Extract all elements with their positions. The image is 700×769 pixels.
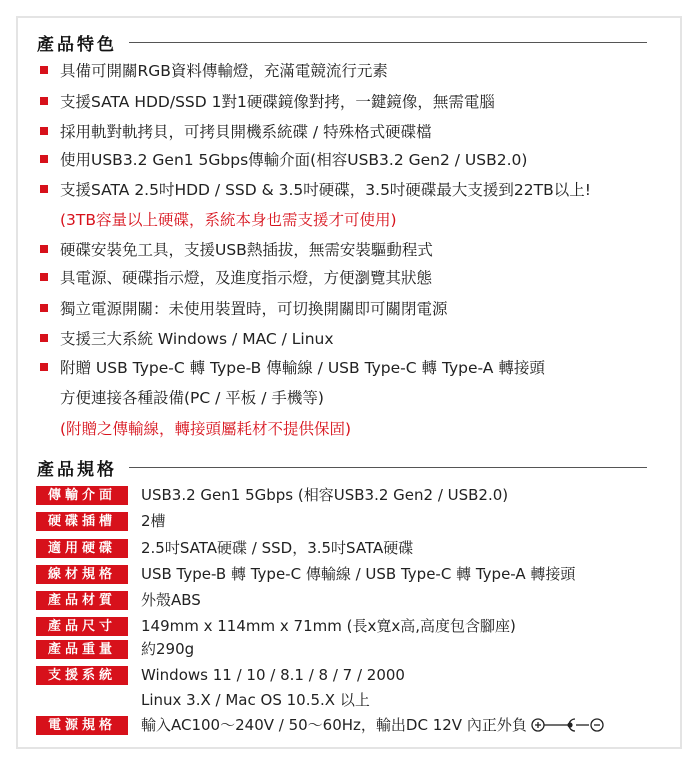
features-header xyxy=(37,30,647,54)
spec-label: 硬碟插槽 xyxy=(36,512,128,531)
spec-value: 外殼ABS xyxy=(141,591,201,609)
spec-label: 電源規格 xyxy=(36,716,128,735)
square-bullet-icon xyxy=(40,363,48,371)
square-bullet-icon xyxy=(40,155,48,163)
feature-item: 支援SATA HDD/SSD 1對1硬碟鏡像對拷，一鍵鏡像，無需電腦 xyxy=(40,92,660,112)
spec-label: 傳輸介面 xyxy=(36,486,128,505)
feature-item: 支援SATA 2.5吋HDD / SSD & 3.5吋硬碟，3.5吋硬碟最大支援到22TB以上! xyxy=(40,180,660,200)
storage-note: (3TB容量以上硬碟，系統本身也需支援才可使用) xyxy=(60,211,397,229)
feature-item: 支援三大系統 Windows / MAC / Linux xyxy=(40,329,660,349)
features-title: 產品特色 xyxy=(37,34,117,55)
feature-item: 具備可開關RGB資料傳輸燈，充滿電競流行元素 xyxy=(40,61,660,81)
feature-item: 獨立電源開關：未使用裝置時，可切換開關即可關閉電源 xyxy=(40,299,660,319)
center-positive-polarity-icon xyxy=(531,717,609,738)
square-bullet-icon xyxy=(40,66,48,74)
spec-label: 適用硬碟 xyxy=(36,539,128,558)
spec-label: 產品材質 xyxy=(36,591,128,610)
feature-item: 附贈 USB Type-C 轉 Type-B 傳輸線 / USB Type-C 轉 Type-A 轉接頭 xyxy=(40,358,660,378)
feature-item: 具電源、硬碟指示燈，及進度指示燈，方便瀏覽其狀態 xyxy=(40,268,660,288)
feature-item: 硬碟安裝免工具，支援USB熱插拔，無需安裝驅動程式 xyxy=(40,240,660,260)
square-bullet-icon xyxy=(40,97,48,105)
spec-value: 2槽 xyxy=(141,512,166,530)
warranty-note: (附贈之傳輸線，轉接頭屬耗材不提供保固) xyxy=(60,420,352,438)
specs-header xyxy=(37,455,647,479)
spec-value-continued: Linux 3.X / Mac OS 10.5.X 以上 xyxy=(141,691,370,709)
spec-value: 149mm x 114mm x 71mm (長x寬x高,高度包含腳座) xyxy=(141,617,516,635)
square-bullet-icon xyxy=(40,334,48,342)
square-bullet-icon xyxy=(40,127,48,135)
spec-label: 支援系統 xyxy=(36,666,128,685)
device-line: 方便連接各種設備(PC / 平板 / 手機等) xyxy=(60,389,324,407)
spec-value: Windows 11 / 10 / 8.1 / 8 / 7 / 2000 xyxy=(141,666,405,684)
feature-item: 採用軌對軌拷貝，可拷貝開機系統碟 / 特殊格式硬碟檔 xyxy=(40,122,660,142)
spec-label: 產品重量 xyxy=(36,640,128,659)
spec-value: 約290g xyxy=(141,640,195,658)
spec-value: 2.5吋SATA硬碟 / SSD，3.5吋SATA硬碟 xyxy=(141,539,414,557)
spec-label: 線材規格 xyxy=(36,565,128,584)
spec-value: 輸入AC100～240V / 50～60Hz，輸出DC 12V 內正外負 xyxy=(141,716,609,738)
specs-title: 產品規格 xyxy=(37,459,117,480)
spec-label: 產品尺寸 xyxy=(36,617,128,636)
header-divider xyxy=(129,467,647,468)
square-bullet-icon xyxy=(40,273,48,281)
feature-item: 使用USB3.2 Gen1 5Gbps傳輸介面(相容USB3.2 Gen2 / USB2.0) xyxy=(40,150,660,170)
square-bullet-icon xyxy=(40,185,48,193)
header-divider xyxy=(129,42,647,43)
square-bullet-icon xyxy=(40,245,48,253)
spec-value: USB Type-B 轉 Type-C 傳輸線 / USB Type-C 轉 Type-A 轉接頭 xyxy=(141,565,576,583)
square-bullet-icon xyxy=(40,304,48,312)
spec-value: USB3.2 Gen1 5Gbps (相容USB3.2 Gen2 / USB2.0) xyxy=(141,486,509,504)
